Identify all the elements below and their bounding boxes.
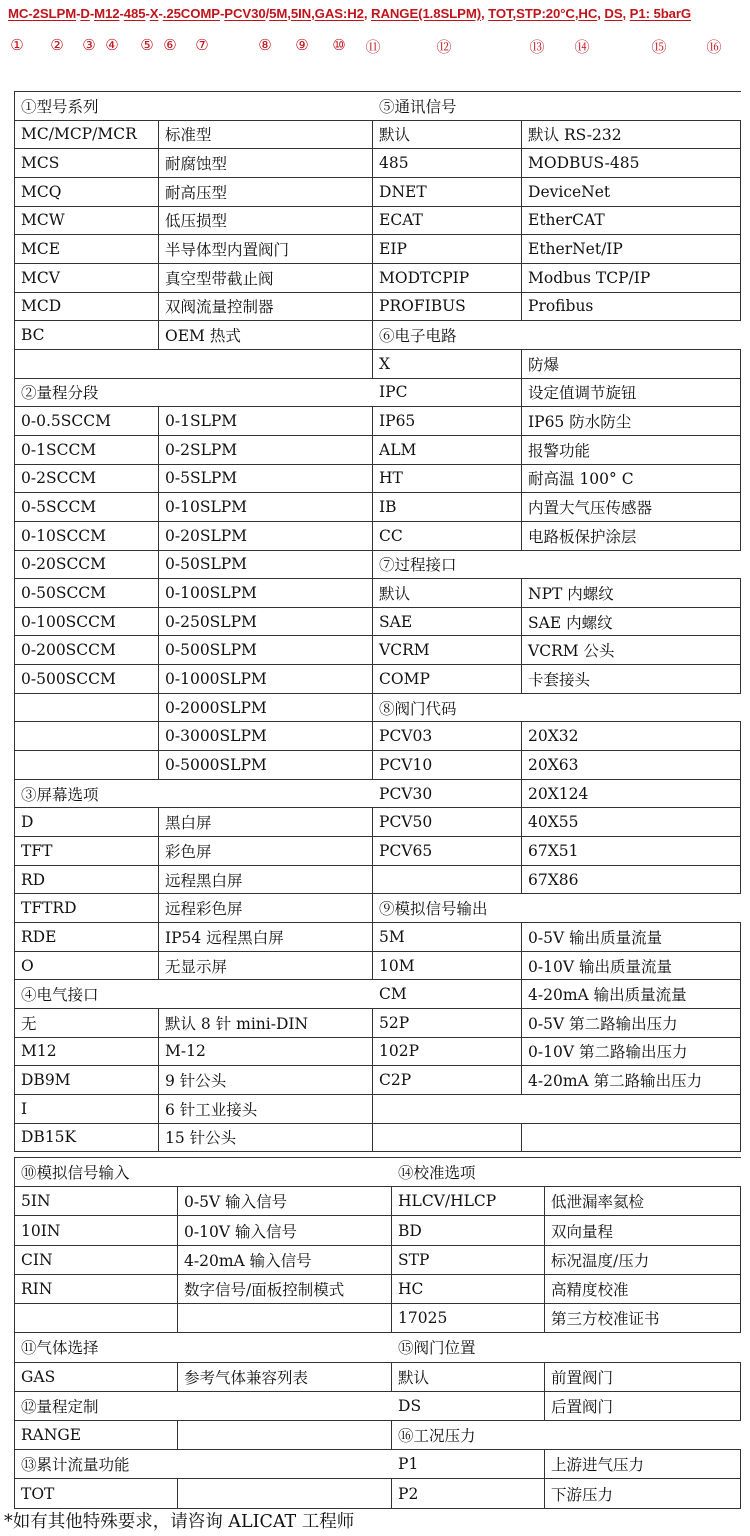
table-cell <box>373 865 522 894</box>
table-cell: DB9M <box>15 1066 159 1095</box>
table-cell: MCQ <box>15 177 159 206</box>
code-separator: , <box>311 6 315 21</box>
table-cell: 0-50SCCM <box>15 579 159 608</box>
table-cell <box>15 751 159 780</box>
table-cell: 0-200SCCM <box>15 636 159 665</box>
table-cell <box>373 1094 741 1123</box>
code-separator: , <box>287 6 291 21</box>
table-cell: 耐腐蚀型 <box>159 149 373 178</box>
section-header: ⑤通讯信号 <box>373 92 741 121</box>
table-cell: CC <box>373 521 522 550</box>
table-row <box>15 665 741 694</box>
table-cell: 67X51 <box>522 837 741 866</box>
table-cell: 0-10V 第二路输出压力 <box>522 1037 741 1066</box>
code-separator: , <box>363 6 372 21</box>
table-cell: CM <box>373 980 522 1009</box>
table-cell: 0-250SLPM <box>159 607 373 636</box>
segment-marker: ⑦ <box>195 36 209 54</box>
table-cell: 后置阀门 <box>545 1391 741 1420</box>
table-row <box>15 1333 741 1362</box>
code-separator: - <box>145 6 150 21</box>
table-cell: I <box>15 1094 159 1123</box>
table-cell: 0-1SCCM <box>15 435 159 464</box>
table-cell: 无 <box>15 1009 159 1038</box>
table-cell: 40X55 <box>522 808 741 837</box>
table-cell: RDE <box>15 923 159 952</box>
section-header: ⑨模拟信号输出 <box>373 894 741 923</box>
table-cell <box>373 1123 522 1152</box>
table-cell: 0-5V 输出质量流量 <box>522 923 741 952</box>
table-cell: 0-3000SLPM <box>159 722 373 751</box>
table-cell: P1 <box>392 1450 545 1479</box>
table-cell: 防爆 <box>522 349 741 378</box>
table-row <box>15 1009 741 1038</box>
table-row <box>15 951 741 980</box>
table-cell: HLCV/HLCP <box>392 1187 545 1216</box>
table-cell <box>522 1123 741 1152</box>
table-cell: PROFIBUS <box>373 292 522 321</box>
table-cell: 0-50SLPM <box>159 550 373 579</box>
table-cell: IB <box>373 493 522 522</box>
section-header: ③屏幕选项 <box>15 779 373 808</box>
code-segment: .25COMP <box>162 6 220 21</box>
table-cell: 0-20SLPM <box>159 521 373 550</box>
section-header: ⑯工况压力 <box>392 1420 741 1449</box>
section-header: ⑪气体选择 <box>15 1333 392 1362</box>
table-row <box>15 779 741 808</box>
table-cell: 半导体型内置阀门 <box>159 235 373 264</box>
table-cell: MCD <box>15 292 159 321</box>
code-segment: MC- <box>8 6 33 21</box>
table-row <box>15 292 741 321</box>
table-row <box>15 464 741 493</box>
table-cell: TFT <box>15 837 159 866</box>
table-row <box>15 722 741 751</box>
table-row <box>15 1123 741 1152</box>
table-cell <box>15 1304 178 1333</box>
table-cell: Modbus TCP/IP <box>522 263 741 292</box>
table-row <box>15 206 741 235</box>
table-row <box>15 177 741 206</box>
table-row <box>15 1391 741 1420</box>
table-cell: 0-2SCCM <box>15 464 159 493</box>
segment-marker: ⑥ <box>163 36 177 54</box>
table-cell: 彩色屏 <box>159 837 373 866</box>
table-cell: M12 <box>15 1037 159 1066</box>
section-header: ④电气接口 <box>15 980 373 1009</box>
table-cell: 黑白屏 <box>159 808 373 837</box>
table-cell: 0-1000SLPM <box>159 665 373 694</box>
table-cell: 5IN <box>15 1187 178 1216</box>
code-separator: , <box>574 6 579 21</box>
table-cell: 20X63 <box>522 751 741 780</box>
table-cell: P2 <box>392 1479 545 1508</box>
table-cell: 远程黑白屏 <box>159 865 373 894</box>
segment-marker: ⑮ <box>651 38 667 56</box>
segment-marker: ② <box>50 36 64 54</box>
code-segment: P1: 5barG <box>629 6 692 21</box>
code-separator: , <box>622 6 630 21</box>
table-cell: TFTRD <box>15 894 159 923</box>
table-row <box>15 1450 741 1479</box>
table-cell: DB15K <box>15 1123 159 1152</box>
table-row <box>15 1094 741 1123</box>
table-cell: D <box>15 808 159 837</box>
table-cell: 内置大气压传感器 <box>522 493 741 522</box>
segment-marker: ⑪ <box>365 38 381 56</box>
table-cell <box>178 1420 392 1449</box>
table-cell <box>178 1479 392 1508</box>
table-cell: 67X86 <box>522 865 741 894</box>
section-header: ②量程分段 <box>15 378 373 407</box>
table-cell: PCV50 <box>373 808 522 837</box>
segment-marker: ⑫ <box>436 38 452 56</box>
table-cell: 102P <box>373 1037 522 1066</box>
table-row <box>15 1274 741 1303</box>
table-cell: 0-2000SLPM <box>159 693 373 722</box>
table-cell: 双向量程 <box>545 1216 741 1245</box>
table-row <box>15 579 741 608</box>
code-separator: - <box>219 6 225 21</box>
table-cell: 真空型带截止阀 <box>159 263 373 292</box>
table-cell: ALM <box>373 435 522 464</box>
table-cell: VCRM <box>373 636 522 665</box>
table-cell: IPC <box>373 378 522 407</box>
code-segment: TOT <box>488 6 513 21</box>
table-row <box>15 1158 741 1187</box>
segment-marker: ④ <box>105 36 119 54</box>
code-segment: RANGE(1.8SLPM) <box>371 6 482 21</box>
table-cell: PCV30 <box>373 779 522 808</box>
table-row <box>15 1420 741 1449</box>
table-cell: 设定值调节旋钮 <box>522 378 741 407</box>
table-cell <box>15 349 373 378</box>
section-header: ⑦过程接口 <box>373 550 741 579</box>
table-cell: MC/MCP/MCR <box>15 120 159 149</box>
section-header: ①型号系列 <box>15 92 373 121</box>
table-cell: HT <box>373 464 522 493</box>
table-cell: 默认 RS-232 <box>522 120 741 149</box>
table-row <box>15 1187 741 1216</box>
code-segment: STP:20°C <box>516 6 575 21</box>
options-table-upper <box>14 91 741 1152</box>
section-header: ⑬累计流量功能 <box>15 1450 392 1479</box>
table-row <box>15 263 741 292</box>
table-row <box>15 923 741 952</box>
table-cell: SAE <box>373 607 522 636</box>
table-cell: 10M <box>373 951 522 980</box>
table-row <box>15 321 741 350</box>
table-cell: 高精度校准 <box>545 1274 741 1303</box>
table-cell: 4-20mA 输入信号 <box>178 1245 392 1274</box>
table-cell: X <box>373 349 522 378</box>
table-row <box>15 407 741 436</box>
table-row <box>15 120 741 149</box>
table-cell: 耐高温 100° C <box>522 464 741 493</box>
table-cell: 无显示屏 <box>159 951 373 980</box>
segment-marker: ⑤ <box>140 36 154 54</box>
table-cell: 0-0.5SCCM <box>15 407 159 436</box>
segment-marker: ⑬ <box>529 38 545 56</box>
code-separator: , <box>481 6 489 21</box>
table-cell: 20X32 <box>522 722 741 751</box>
table-cell: 前置阀门 <box>545 1362 741 1391</box>
table-cell: 0-100SLPM <box>159 579 373 608</box>
table-cell: BD <box>392 1216 545 1245</box>
table-cell: 低压损型 <box>159 206 373 235</box>
table-cell: C2P <box>373 1066 522 1095</box>
code-separator: / <box>265 6 270 21</box>
table-cell: 0-1SLPM <box>159 407 373 436</box>
table-cell: STP <box>392 1245 545 1274</box>
table-cell: 52P <box>373 1009 522 1038</box>
table-row <box>15 1216 741 1245</box>
table-cell: PCV10 <box>373 751 522 780</box>
table-cell: MODTCPIP <box>373 263 522 292</box>
table-cell: 0-10V 输入信号 <box>178 1216 392 1245</box>
table-cell: Profibus <box>522 292 741 321</box>
table-cell: 0-500SCCM <box>15 665 159 694</box>
table-cell: O <box>15 951 159 980</box>
table-cell: 0-5SCCM <box>15 493 159 522</box>
code-segment: HC <box>578 6 598 21</box>
table-cell: 远程彩色屏 <box>159 894 373 923</box>
segment-marker: ⑧ <box>258 36 272 54</box>
table-cell: MCW <box>15 206 159 235</box>
table-cell: DNET <box>373 177 522 206</box>
table-cell: RANGE <box>15 1420 178 1449</box>
table-row <box>15 378 741 407</box>
table-cell: OEM 热式 <box>159 321 373 350</box>
table-cell: M-12 <box>159 1037 373 1066</box>
code-segment: 5IN <box>290 6 312 21</box>
table-cell: NPT 内螺纹 <box>522 579 741 608</box>
table-cell: MCV <box>15 263 159 292</box>
table-cell: DS <box>392 1391 545 1420</box>
table-cell: PCV03 <box>373 722 522 751</box>
segment-number-markers <box>0 36 750 58</box>
section-header: ⑩模拟信号输入 <box>15 1158 392 1187</box>
table-cell: 0-5V 输入信号 <box>178 1187 392 1216</box>
table-row <box>15 349 741 378</box>
table-cell: 0-10SCCM <box>15 521 159 550</box>
table-cell: ECAT <box>373 206 522 235</box>
table-cell: VCRM 公头 <box>522 636 741 665</box>
table-cell: IP65 <box>373 407 522 436</box>
table-cell: GAS <box>15 1362 178 1391</box>
table-row <box>15 1362 741 1391</box>
table-cell: RD <box>15 865 159 894</box>
table-row <box>15 235 741 264</box>
table-cell: SAE 内螺纹 <box>522 607 741 636</box>
table-cell: MCE <box>15 235 159 264</box>
table-cell: COMP <box>373 665 522 694</box>
table-cell: PCV65 <box>373 837 522 866</box>
segment-marker: ⑨ <box>295 36 309 54</box>
table-row <box>15 607 741 636</box>
table-cell: 参考气体兼容列表 <box>178 1362 392 1391</box>
table-cell: TOT <box>15 1479 178 1508</box>
table-cell: 标况温度/压力 <box>545 1245 741 1274</box>
table-row <box>15 980 741 1009</box>
table-cell: 耐高压型 <box>159 177 373 206</box>
table-row <box>15 808 741 837</box>
table-cell: 0-5SLPM <box>159 464 373 493</box>
table-cell: 5M <box>373 923 522 952</box>
table-row <box>15 1066 741 1095</box>
table-cell: EtherNet/IP <box>522 235 741 264</box>
code-segment: GAS:H2 <box>314 6 364 21</box>
segment-marker: ① <box>10 36 24 54</box>
table-row <box>15 837 741 866</box>
table-row <box>15 550 741 579</box>
table-row <box>15 1479 741 1508</box>
table-cell: 低泄漏率氦检 <box>545 1187 741 1216</box>
table-cell: DeviceNet <box>522 177 741 206</box>
code-segment: X <box>149 6 159 21</box>
code-segment: M12 <box>94 6 120 21</box>
table-cell: 4-20mA 第二路输出压力 <box>522 1066 741 1095</box>
table-cell: BC <box>15 321 159 350</box>
model-code-line <box>8 6 748 30</box>
table-cell: 15 针公头 <box>159 1123 373 1152</box>
code-separator: - <box>158 6 163 21</box>
table-cell: MCS <box>15 149 159 178</box>
table-cell: 0-10V 输出质量流量 <box>522 951 741 980</box>
table-cell: 485 <box>373 149 522 178</box>
table-cell: 9 针公头 <box>159 1066 373 1095</box>
table-cell: 报警功能 <box>522 435 741 464</box>
table-cell: EtherCAT <box>522 206 741 235</box>
code-segment: 2SLPM <box>32 6 77 21</box>
table-row <box>15 521 741 550</box>
table-row <box>15 493 741 522</box>
table-row <box>15 1037 741 1066</box>
table-cell: 双阀流量控制器 <box>159 292 373 321</box>
table-cell: 4-20mA 输出质量流量 <box>522 980 741 1009</box>
table-cell: 0-5000SLPM <box>159 751 373 780</box>
table-cell: 标准型 <box>159 120 373 149</box>
table-cell: IP65 防水防尘 <box>522 407 741 436</box>
section-header: ⑧阀门代码 <box>373 693 741 722</box>
section-header: ⑭校准选项 <box>392 1158 741 1187</box>
table-cell: 默认 <box>373 120 522 149</box>
table-row <box>15 1245 741 1274</box>
table-cell: 0-20SCCM <box>15 550 159 579</box>
table-cell: 下游压力 <box>545 1479 741 1508</box>
code-segment: D <box>80 6 90 21</box>
table-cell: 6 针工业接头 <box>159 1094 373 1123</box>
section-header: ⑥电子电路 <box>373 321 741 350</box>
segment-marker: ③ <box>82 36 96 54</box>
table-row <box>15 92 741 121</box>
code-segment: 485 <box>123 6 146 21</box>
table-cell <box>178 1304 392 1333</box>
segment-marker: ⑩ <box>332 36 346 54</box>
code-separator: - <box>119 6 124 21</box>
code-segment: 5M <box>269 6 288 21</box>
table-cell: CIN <box>15 1245 178 1274</box>
table-cell: 默认 8 针 mini-DIN <box>159 1009 373 1038</box>
table-row <box>15 693 741 722</box>
table-cell: 上游进气压力 <box>545 1450 741 1479</box>
section-header: ⑮阀门位置 <box>392 1333 741 1362</box>
table-cell: 卡套接头 <box>522 665 741 694</box>
table-row <box>15 894 741 923</box>
table-cell: IP54 远程黑白屏 <box>159 923 373 952</box>
table-cell <box>15 722 159 751</box>
table-cell <box>15 693 159 722</box>
table-row <box>15 1304 741 1333</box>
table-cell: 默认 <box>373 579 522 608</box>
table-cell: 默认 <box>392 1362 545 1391</box>
options-table-lower <box>14 1157 741 1509</box>
table-row <box>15 865 741 894</box>
table-cell: 0-5V 第二路输出压力 <box>522 1009 741 1038</box>
table-cell: 电路板保护涂层 <box>522 521 741 550</box>
table-row <box>15 149 741 178</box>
table-cell: 0-500SLPM <box>159 636 373 665</box>
table-cell: 第三方校准证书 <box>545 1304 741 1333</box>
code-separator: , <box>597 6 605 21</box>
table-cell: MODBUS-485 <box>522 149 741 178</box>
code-separator: - <box>89 6 95 21</box>
segment-marker: ⑯ <box>706 38 722 56</box>
table-cell: EIP <box>373 235 522 264</box>
table-row <box>15 636 741 665</box>
segment-marker: ⑭ <box>574 38 590 56</box>
section-header: ⑫量程定制 <box>15 1391 392 1420</box>
code-separator: , <box>512 6 517 21</box>
code-segment: DS <box>604 6 623 21</box>
table-cell: 10IN <box>15 1216 178 1245</box>
table-cell: 17025 <box>392 1304 545 1333</box>
code-separator: - <box>76 6 81 21</box>
table-cell: RIN <box>15 1274 178 1303</box>
table-row <box>15 435 741 464</box>
table-cell: 数字信号/面板控制模式 <box>178 1274 392 1303</box>
table-row <box>15 751 741 780</box>
code-segment: PCV30 <box>224 6 266 21</box>
table-cell: 0-100SCCM <box>15 607 159 636</box>
table-cell: 20X124 <box>522 779 741 808</box>
table-cell: 0-2SLPM <box>159 435 373 464</box>
table-cell: HC <box>392 1274 545 1303</box>
table-cell: 0-10SLPM <box>159 493 373 522</box>
footnote: *如有其他特殊要求，请咨询 ALICAT 工程师 <box>4 1512 355 1532</box>
